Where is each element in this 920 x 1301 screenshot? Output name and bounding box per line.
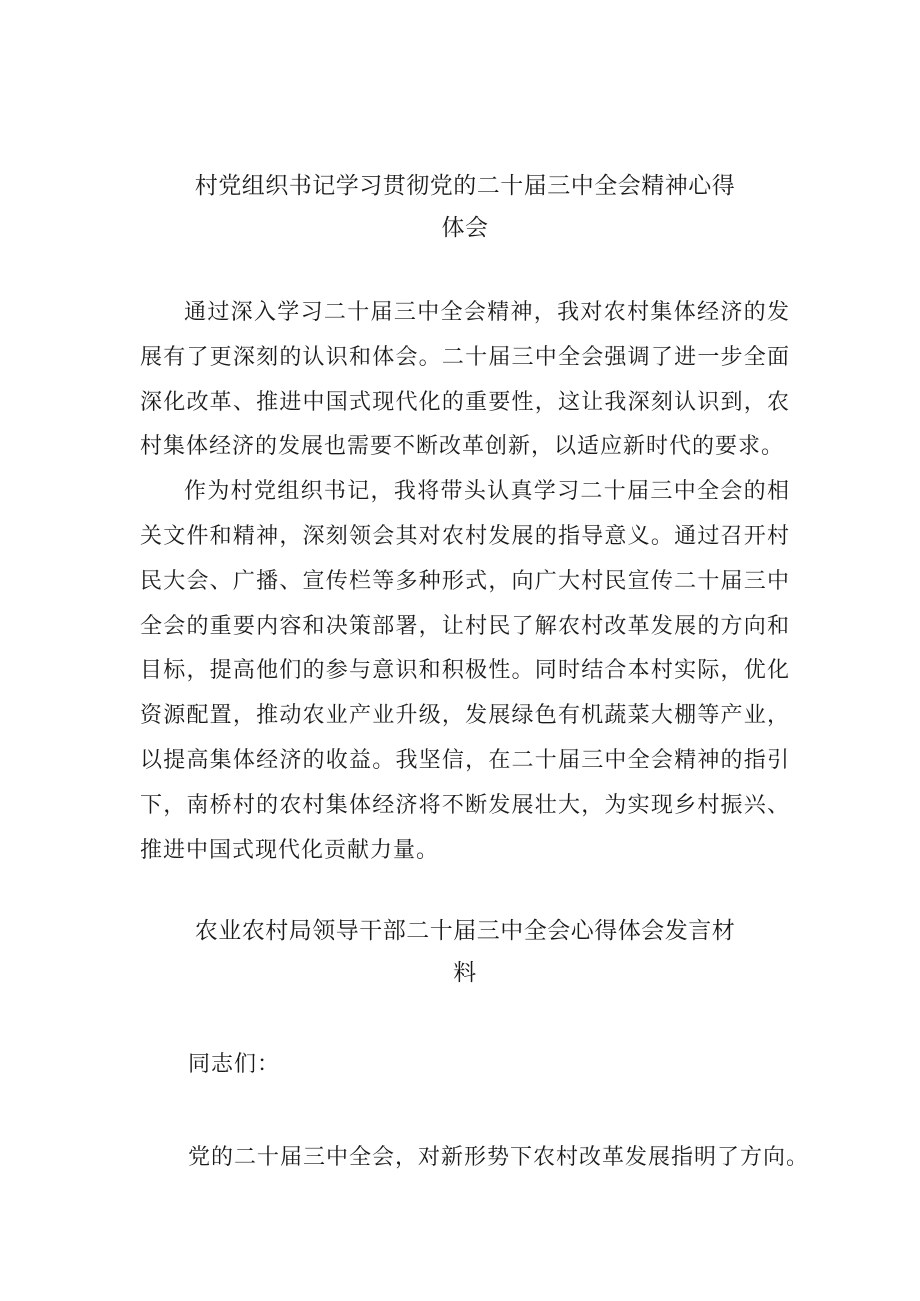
title-line-2: 体会 <box>441 215 489 241</box>
paragraph: 党的二十届三中全会，对新形势下农村改革发展指明了方向。 <box>188 1145 810 1170</box>
title-line-1: 村党组织书记学习贯彻党的二十届三中全会精神心得 <box>194 173 736 199</box>
paragraph: 通过深入学习二十届三中全会精神，我对农村集体经济的发展有了更深刻的认识和体会。二十届三中全会强调了进一步全面深化改革、推进中国式现代化的重要性，这让我深刻认识到，农村集体经济的发展也需要不断改革创新，以适应新时代的要求。 <box>140 300 790 460</box>
greeting: 同志们： <box>188 1052 281 1077</box>
article-body-village-secretary <box>140 291 790 873</box>
article-title-agriculture-bureau <box>140 910 790 994</box>
title-line-1: 农业农村局领导干部二十届三中全会心得体会发言材 <box>194 918 736 944</box>
article-title-village-secretary <box>140 165 790 249</box>
paragraph: 作为村党组织书记，我将带头认真学习二十届三中全会的相关文件和精神，深刻领会其对农村发展的指导意义。通过召开村民大会、广播、宣传栏等多种形式，向广大村民宣传二十届三中全会的重要内容和决策部署，让村民了解农村改革发展的方向和目标，提高他们的参与意识和积极性。同时结合本村实际，优化资源配置，推动农业产业升级，发展绿色有机蔬菜大棚等产业，以提高集体经济的收益。我坚信，在二十届三中全会精神的指引下，南桥村的农村集体经济将不断发展壮大，为实现乡村振兴、推进中国式现代化贡献力量。 <box>140 479 790 863</box>
title-line-2: 料 <box>453 960 477 986</box>
